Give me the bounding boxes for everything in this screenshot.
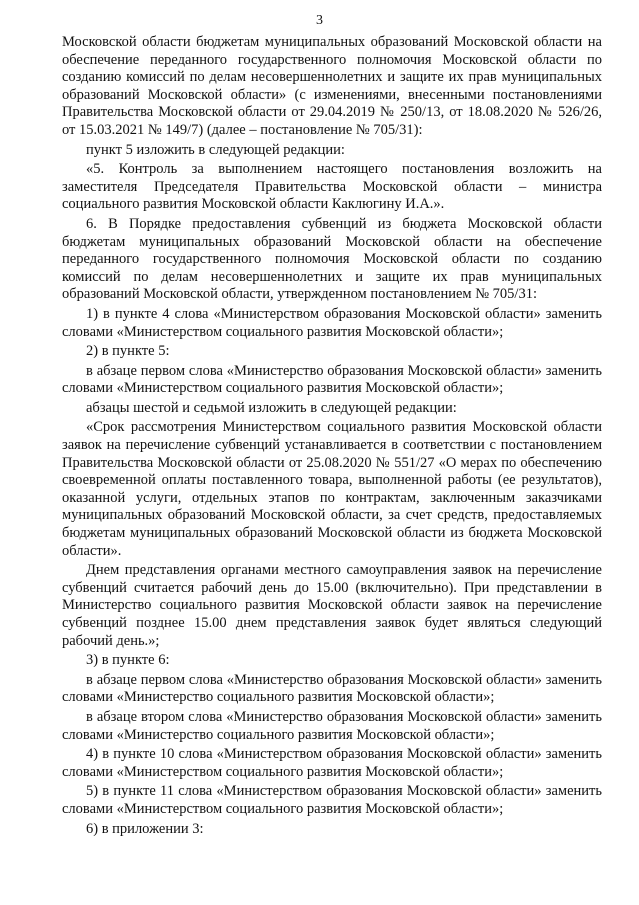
paragraph: абзацы шестой и седьмой изложить в следующей редакции:	[86, 399, 457, 416]
page-number: 3	[316, 13, 323, 28]
paragraph: 5) в пункте 11 слова «Министерством образования Московской области» заменить словами «Министерством социального развития Московской области»;	[62, 783, 602, 817]
paragraph: «5. Контроль за выполнением настоящего постановления возложить на заместителя Председателя Правительства Московской области – министра социального развития Московской области Каклюгину И.А.».	[62, 161, 602, 213]
paragraph: Днем представления органами местного самоуправления заявок на перечисление субвенций считается рабочий день до 15.00 (включительно). При представлении в Министерство социального развития Московской области заявок на перечисление субвенций позднее 15.00 днем представления заявок будет являться следующий рабочий день.»;	[62, 562, 602, 649]
paragraph: в абзаце первом слова «Министерство образования Московской области» заменить словами «Министерством социального развития Московской области»;	[62, 362, 602, 397]
paragraph: в абзаце втором слова «Министерство образования Московской области» заменить словами «Министерство социального развития Московской области»;	[62, 708, 602, 743]
paragraph: 3) в пункте 6:	[86, 652, 170, 669]
paragraph: Московской области бюджетам муниципальных образований Московской области на обеспечение переданного государственного полномочия Московской области по созданию комиссий по делам несовершеннолетних и защите их прав муниципальных образований Московской области» (с изменениями, внесенными постановлениями Правительства Московской области от 29.04.2019 № 250/13, от 18.08.2020 № 526/26, от 15.03.2021 № 149/7) (далее – постановление № 705/31):	[62, 34, 602, 138]
paragraph: пункт 5 изложить в следующей редакции:	[86, 141, 345, 158]
document-body	[62, 34, 602, 838]
paragraph: 1) в пункте 4 слова «Министерством образования Московской области» заменить словами «Министерством социального развития Московской области»;	[62, 305, 602, 340]
paragraph: 2) в пункте 5:	[86, 343, 170, 360]
paragraph: «Срок рассмотрения Министерством социального развития Московской области заявок на перечисление субвенций устанавливается в соответствии с постановлением Правительства Московской области от 25.08.2020 № 551/27 «О мерах по обеспечению своевременной оплаты поставленного товара, выполненной работы (ее результатов), оказанной услуги, отдельных этапов по контрактам, заключенным заказчиками муниципальных образований Московской области, за счет средств, предоставляемых бюджетам муниципальных образований Московской области из бюджета Московской области».	[62, 419, 602, 559]
paragraph: в абзаце первом слова «Министерство образования Московской области» заменить словами «Министерство социального развития Московской области»;	[62, 671, 602, 706]
paragraph: 6) в приложении 3:	[86, 820, 204, 837]
paragraph: 6. В Порядке предоставления субвенций из бюджета Московской области бюджетам муниципальных образований Московской области на обеспечение переданного государственного полномочия Московской области по созданию комиссий по делам несовершеннолетних и защите их прав муниципальных образований Московской области, утвержденном постановлением № 705/31:	[62, 215, 602, 303]
paragraph: 4) в пункте 10 слова «Министерством образования Московской области» заменить словами «Министерством социального развития Московской области»;	[62, 746, 602, 780]
